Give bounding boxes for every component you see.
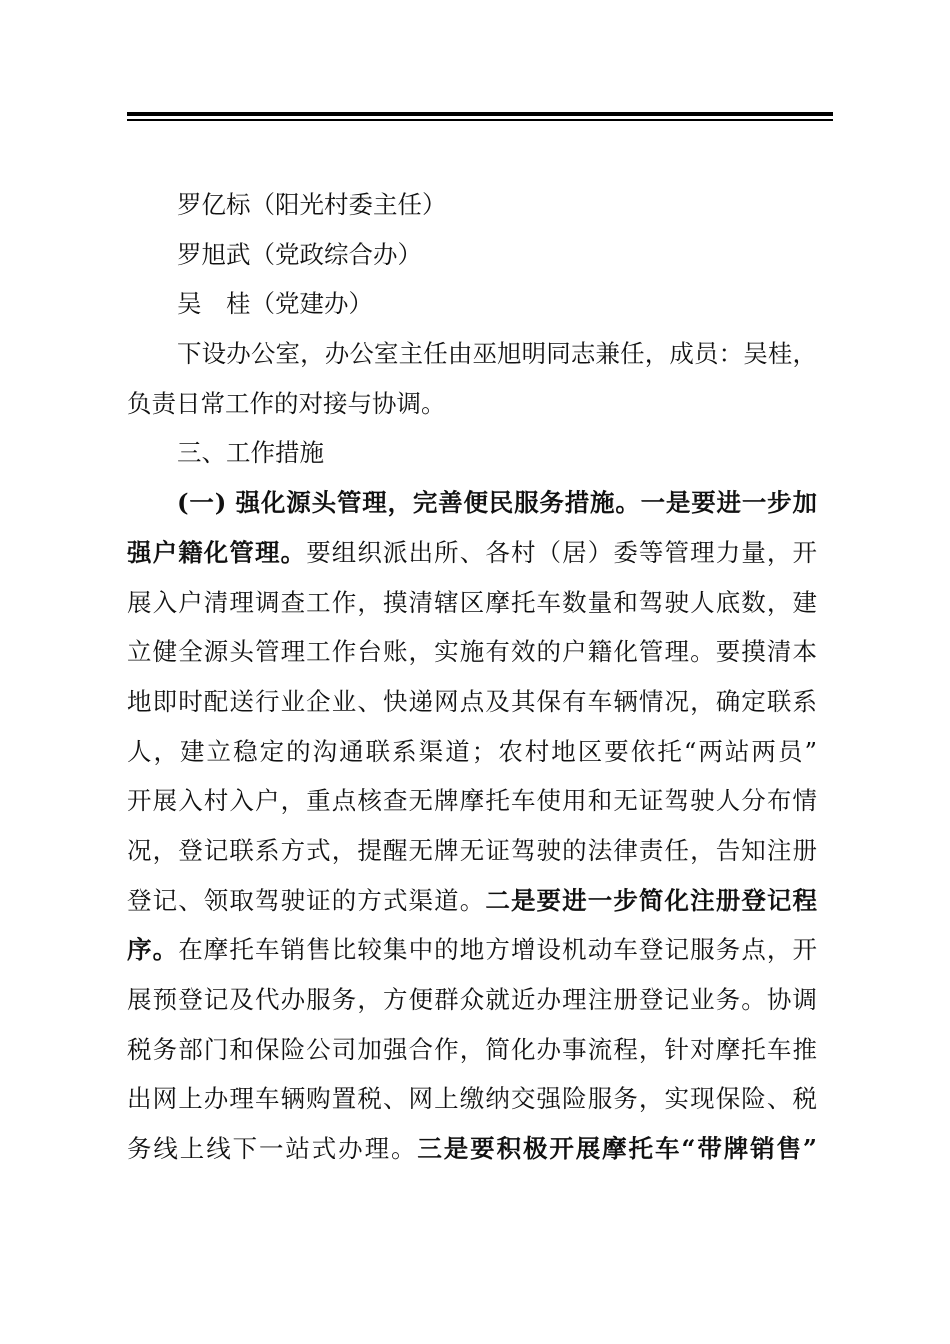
- measure-text: 登记、领取驾驶证的方式渠道。: [127, 885, 486, 915]
- measure-line: 展预登记及代办服务，方便群众就近办理注册登记业务。协调: [127, 985, 817, 1014]
- document-body: [127, 180, 817, 1174]
- measure-bold-text: 序。: [127, 935, 179, 965]
- header-rule-thick: [127, 112, 833, 116]
- measure-line: 地即时配送行业企业、快递网点及其保有车辆情况，确定联系: [127, 686, 817, 716]
- measure-text: 在摩托车销售比较集中的地方增设机动车登记服务点，开: [178, 935, 818, 965]
- measure-line: 人，建立稳定的沟通联系渠道；农村地区要依托“两站两员”: [127, 736, 817, 766]
- section-heading: 三、工作措施: [177, 438, 324, 468]
- measure-bold-text: 二是要进一步简化注册登记程: [485, 885, 818, 915]
- measure-line: [127, 1124, 817, 1174]
- office-paragraph-line: 下设办公室，办公室主任由巫旭明同志兼任，成员：吴桂，: [177, 339, 817, 369]
- measure-bold-text: 三是要积极开展摩托车“带牌销售”: [417, 1134, 818, 1164]
- measure-text: 务线上线下一站式办理。: [127, 1134, 418, 1164]
- office-paragraph-line: 负责日常工作的对接与协调。: [127, 388, 446, 418]
- measure-line: [127, 528, 817, 578]
- measure-line: 出网上办理车辆购置税、网上缴纳交强险服务，实现保险、税: [127, 1084, 817, 1114]
- header-rule-thin: [127, 119, 833, 121]
- measure-text: 要组织派出所、各村（居）委等管理力量，开: [306, 537, 818, 567]
- measure-line: 开展入村入户，重点核查无牌摩托车使用和无证驾驶人分布情: [127, 786, 817, 816]
- member-line: 罗旭武（党政综合办）: [177, 239, 422, 269]
- measure-bold-text: 强户籍化管理。: [127, 537, 307, 567]
- measure-line: 税务部门和保险公司加强合作，简化办事流程，针对摩托车推: [127, 1034, 817, 1064]
- member-line: 罗亿标（阳光村委主任）: [177, 190, 447, 219]
- measure-line: [127, 925, 817, 975]
- measure-line: 况，登记联系方式，提醒无牌无证驾驶的法律责任，告知注册: [127, 835, 817, 865]
- measure-line: [127, 876, 817, 926]
- measure-line: 展入户清理调查工作，摸清辖区摩托车数量和驾驶人底数，建: [127, 587, 817, 617]
- measure-line: 立健全源头管理工作台账，实施有效的户籍化管理。要摸清本: [127, 637, 817, 667]
- measure-heading-line: (一) 强化源头管理，完善便民服务措施。一是要进一步加: [177, 488, 817, 518]
- member-line: 吴 桂（党建办）: [177, 289, 373, 319]
